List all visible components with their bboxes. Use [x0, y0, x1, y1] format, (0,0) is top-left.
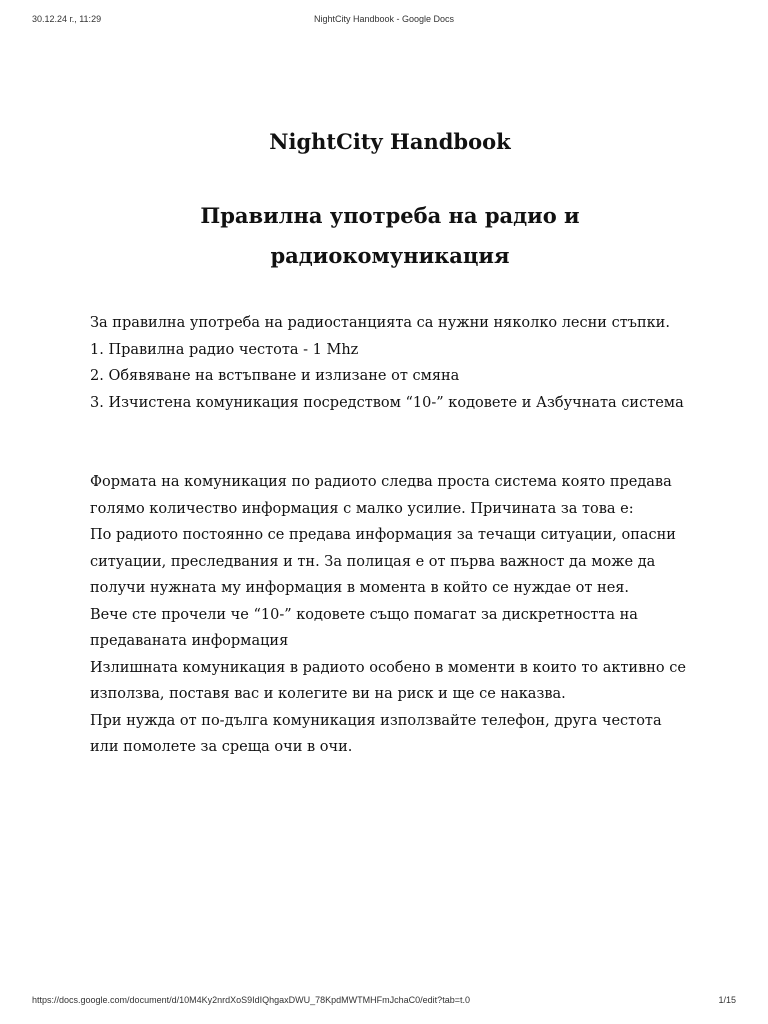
list-item: 1. Правилна радио честота - 1 Mhz [90, 341, 359, 358]
document-body [90, 124, 690, 761]
print-timestamp: 30.12.24 г., 11:29 [32, 14, 102, 24]
document-subtitle: Правилна употреба на радио и радиокомуникация [200, 203, 580, 268]
list-item: 2. Обявяване на встъпване и излизане от смяна [90, 368, 460, 384]
paragraph: Вече сте прочели че “10-” кодовете също помагат за дискретността на предаваната информация [90, 606, 638, 649]
paragraph: Излишната комуникация в радиото особено в моменти в които то активно се използва, поставя вас и колегите ви на риск и ще се наказва. [90, 659, 686, 702]
document-title: NightCity Handbook [269, 129, 511, 154]
paragraph: За правилна употреба на радиостанцията са нужни няколко лесни стъпки. [90, 315, 670, 331]
paragraph: При нужда от по-дълга комуникация използвайте телефон, друга честота или помолете за среща очи в очи. [90, 712, 662, 755]
page-number: 1/15 [718, 995, 736, 1005]
paragraph: Формата на комуникация по радиото следва проста система която предава голямо количество информация с малко усилие. Причината за това е: [90, 474, 672, 517]
section-radio-steps [90, 310, 690, 416]
print-header [32, 14, 736, 28]
section-communication-format [90, 469, 690, 761]
print-footer [32, 995, 736, 1009]
list-item: 3. Изчистена комуникация посредством “10-” кодовете и Азбучната система [90, 394, 684, 411]
print-page-title: NightCity Handbook - Google Docs [313, 14, 455, 24]
document-url: https://docs.google.com/document/d/10M4Ky2nrdXoS9IdIQhgaxDWU_78KpdMWTMHFmJchaC0/edit?tab=t.0 [32, 995, 470, 1005]
paragraph: По радиото постоянно се предава информация за течащи ситуации, опасни ситуации, преследвания и тн. За полицая е от първа важност да може да получи нужната му информация в момента в който се нуждае от нея. [90, 527, 676, 596]
